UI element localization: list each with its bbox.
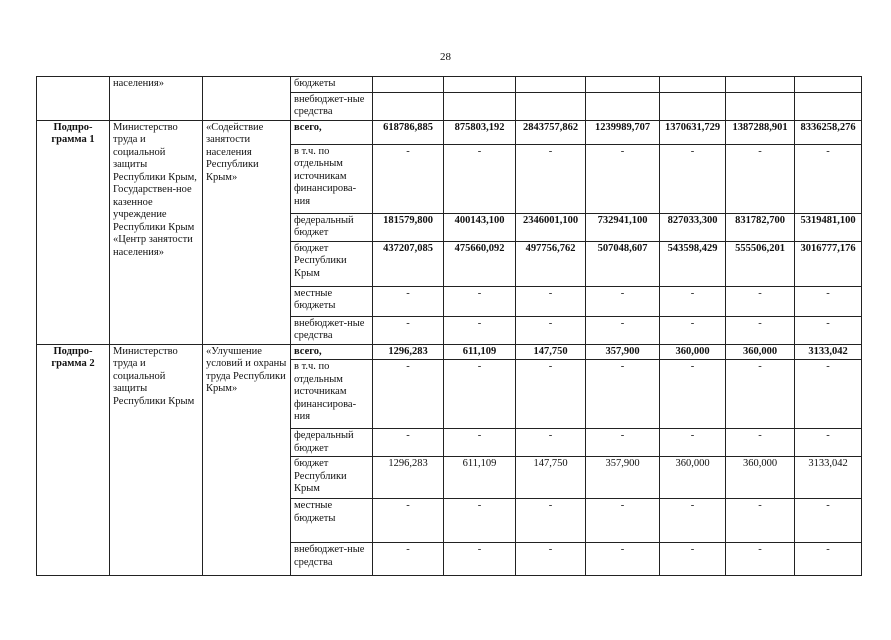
value-cell: 732941,100 [586, 213, 660, 241]
source-cell: местные бюджеты [291, 499, 373, 543]
value-cell: - [795, 499, 862, 543]
table-row [37, 120, 862, 144]
value-cell: - [726, 360, 795, 429]
executor-cell: Министерство труда и социальной защиты Республики Крым [110, 344, 203, 576]
value-cell: - [516, 286, 586, 316]
value-cell [660, 77, 726, 93]
value-cell: 497756,762 [516, 241, 586, 286]
subprogram-name: Подпро-грамма 2 [37, 344, 110, 576]
value-cell [726, 92, 795, 120]
value-cell [373, 77, 444, 93]
budget-table [36, 76, 862, 576]
source-cell: местные бюджеты [291, 286, 373, 316]
value-cell: - [444, 429, 516, 457]
value-cell: - [516, 360, 586, 429]
value-cell: 147,750 [516, 344, 586, 360]
value-cell: - [586, 316, 660, 344]
subprogram-name: Подпро-грамма 1 [37, 120, 110, 344]
value-cell: - [373, 499, 444, 543]
value-cell: - [660, 360, 726, 429]
source-cell: в т.ч. по отдельным источникам финансирова-ния [291, 144, 373, 213]
value-cell: 1370631,729 [660, 120, 726, 144]
source-cell: всего, [291, 120, 373, 144]
value-cell: 831782,700 [726, 213, 795, 241]
value-cell: - [373, 360, 444, 429]
value-cell: 555506,201 [726, 241, 795, 286]
source-cell: бюджет Республики Крым [291, 457, 373, 499]
value-cell: 147,750 [516, 457, 586, 499]
value-cell: 360,000 [660, 344, 726, 360]
value-cell: - [660, 543, 726, 576]
value-cell [444, 77, 516, 93]
value-cell: 1239989,707 [586, 120, 660, 144]
value-cell: - [795, 543, 862, 576]
value-cell: - [373, 286, 444, 316]
value-cell: - [373, 144, 444, 213]
value-cell: - [795, 429, 862, 457]
value-cell: - [726, 144, 795, 213]
value-cell: 611,109 [444, 457, 516, 499]
value-cell: - [660, 316, 726, 344]
value-cell: - [444, 543, 516, 576]
value-cell: - [373, 543, 444, 576]
value-cell [373, 92, 444, 120]
value-cell: 5319481,100 [795, 213, 862, 241]
source-cell: внебюджет-ные средства [291, 543, 373, 576]
value-cell: - [586, 429, 660, 457]
value-cell: - [373, 429, 444, 457]
value-cell: 360,000 [726, 344, 795, 360]
value-cell: - [586, 144, 660, 213]
source-cell: бюджет Республики Крым [291, 241, 373, 286]
executor-cell: Министерство труда и социальной защиты Республики Крым, Государствен-ное казенное учреждение Республики Крым «Центр занятости населения» [110, 120, 203, 344]
value-cell: - [660, 144, 726, 213]
value-cell: - [660, 429, 726, 457]
table-row [37, 344, 862, 360]
value-cell: - [373, 316, 444, 344]
value-cell: 1387288,901 [726, 120, 795, 144]
value-cell: - [660, 499, 726, 543]
table-row [37, 77, 862, 93]
value-cell: 3133,042 [795, 344, 862, 360]
value-cell [726, 77, 795, 93]
value-cell: - [586, 286, 660, 316]
value-cell: 2346001,100 [516, 213, 586, 241]
value-cell: 611,109 [444, 344, 516, 360]
value-cell: - [726, 543, 795, 576]
value-cell: 2843757,862 [516, 120, 586, 144]
value-cell: 1296,283 [373, 457, 444, 499]
value-cell: 357,900 [586, 457, 660, 499]
subprogram-cell [37, 77, 110, 121]
value-cell: - [516, 316, 586, 344]
value-cell: 618786,885 [373, 120, 444, 144]
source-cell: в т.ч. по отдельным источникам финансирова-ния [291, 360, 373, 429]
value-cell: - [516, 499, 586, 543]
source-cell: федеральный бюджет [291, 429, 373, 457]
value-cell: - [444, 499, 516, 543]
value-cell: - [444, 360, 516, 429]
value-cell: - [795, 360, 862, 429]
value-cell: - [516, 144, 586, 213]
value-cell: 507048,607 [586, 241, 660, 286]
value-cell: - [660, 286, 726, 316]
value-cell: 827033,300 [660, 213, 726, 241]
executor-cell: населения» [110, 77, 203, 121]
value-cell: 8336258,276 [795, 120, 862, 144]
value-cell [444, 92, 516, 120]
value-cell: 400143,100 [444, 213, 516, 241]
value-cell: - [726, 429, 795, 457]
value-cell [516, 92, 586, 120]
value-cell: - [795, 286, 862, 316]
value-cell [586, 92, 660, 120]
subprogram-title: «Содействие занятости населения Республики Крым» [203, 120, 291, 344]
source-cell: федеральный бюджет [291, 213, 373, 241]
value-cell: - [516, 429, 586, 457]
value-cell [795, 92, 862, 120]
value-cell: - [726, 499, 795, 543]
subprogram-title: «Улучшение условий и охраны труда Республики Крым» [203, 344, 291, 576]
value-cell: 1296,283 [373, 344, 444, 360]
value-cell [795, 77, 862, 93]
value-cell [660, 92, 726, 120]
value-cell: - [444, 316, 516, 344]
value-cell: - [586, 543, 660, 576]
value-cell: 437207,085 [373, 241, 444, 286]
value-cell: 357,900 [586, 344, 660, 360]
value-cell: - [726, 286, 795, 316]
value-cell: 181579,800 [373, 213, 444, 241]
value-cell: - [586, 499, 660, 543]
value-cell: 875803,192 [444, 120, 516, 144]
value-cell: - [795, 316, 862, 344]
value-cell: - [586, 360, 660, 429]
source-cell: внебюджет-ные средства [291, 92, 373, 120]
value-cell: 475660,092 [444, 241, 516, 286]
title-cell [203, 77, 291, 121]
page-number: 28 [440, 51, 451, 63]
source-cell: бюджеты [291, 77, 373, 93]
value-cell: 360,000 [726, 457, 795, 499]
value-cell: 3016777,176 [795, 241, 862, 286]
value-cell [516, 77, 586, 93]
value-cell: 3133,042 [795, 457, 862, 499]
value-cell: 543598,429 [660, 241, 726, 286]
source-cell: всего, [291, 344, 373, 360]
value-cell [586, 77, 660, 93]
value-cell: - [444, 144, 516, 213]
value-cell: 360,000 [660, 457, 726, 499]
source-cell: внебюджет-ные средства [291, 316, 373, 344]
value-cell: - [726, 316, 795, 344]
value-cell: - [516, 543, 586, 576]
value-cell: - [444, 286, 516, 316]
value-cell: - [795, 144, 862, 213]
